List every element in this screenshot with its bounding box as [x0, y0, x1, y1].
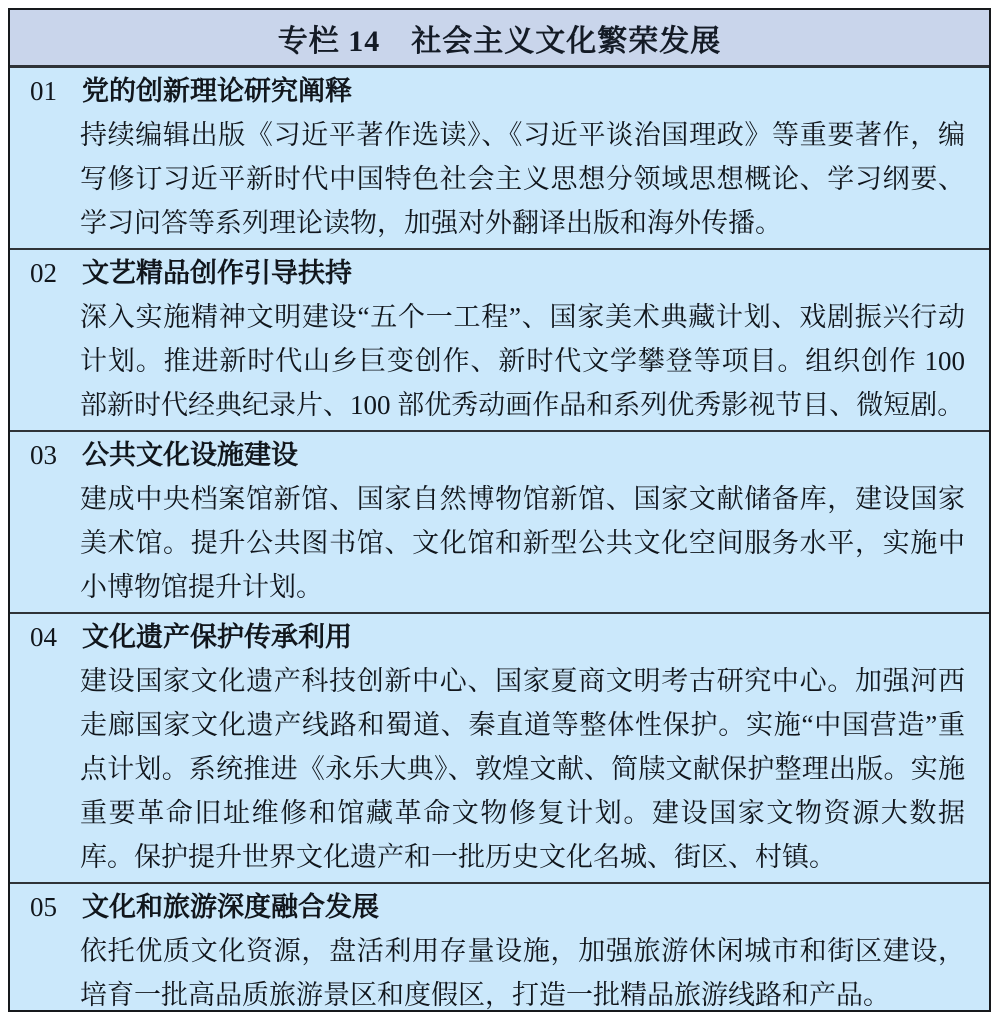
- section-number: 01: [30, 76, 57, 106]
- section-head: [10, 615, 989, 659]
- section-number: 02: [30, 258, 57, 288]
- section-title: 文化和旅游深度融合发展: [82, 892, 379, 922]
- section-title: 公共文化设施建设: [82, 440, 298, 470]
- section-head: [10, 885, 989, 929]
- section-head: [10, 433, 989, 477]
- section-04: [10, 614, 989, 884]
- section-03: [10, 432, 989, 614]
- section-number: 03: [30, 440, 57, 470]
- section-number: 04: [30, 622, 57, 652]
- section-body: 持续编辑出版《习近平著作选读》、《习近平谈治国理政》等重要著作，编写修订习近平新时代中国特色社会主义思想分领域思想概论、学习纲要、学习问答等系列理论读物，加强对外翻译出版和海外传播。: [80, 120, 965, 238]
- section-body: 深入实施精神文明建设“五个一工程”、国家美术典藏计划、戏剧振兴行动计划。推进新时代山乡巨变创作、新时代文学攀登等项目。组织创作 100 部新时代经典纪录片、100 部优秀动画作品和系列优秀影视节目、微短剧。: [80, 302, 965, 420]
- section-title: 党的创新理论研究阐释: [82, 76, 352, 106]
- section-05: [10, 884, 989, 1020]
- section-title: 文化遗产保护传承利用: [82, 622, 352, 652]
- panel-header: [10, 10, 989, 68]
- section-head: [10, 69, 989, 113]
- section-number: 05: [30, 892, 57, 922]
- section-02: [10, 250, 989, 432]
- section-01: [10, 68, 989, 250]
- section-body: 依托优质文化资源，盘活利用存量设施，加强旅游休闲城市和街区建设，培育一批高品质旅游景区和度假区，打造一批精品旅游线路和产品。: [80, 936, 965, 1010]
- section-title: 文艺精品创作引导扶持: [82, 258, 352, 288]
- panel-title: 专栏 14 社会主义文化繁荣发展: [277, 24, 722, 58]
- policy-box: [8, 8, 991, 1012]
- section-body: 建成中央档案馆新馆、国家自然博物馆新馆、国家文献储备库，建设国家美术馆。提升公共图书馆、文化馆和新型公共文化空间服务水平，实施中小博物馆提升计划。: [80, 484, 965, 602]
- section-head: [10, 251, 989, 295]
- section-body: 建设国家文化遗产科技创新中心、国家夏商文明考古研究中心。加强河西走廊国家文化遗产线路和蜀道、秦直道等整体性保护。实施“中国营造”重点计划。系统推进《永乐大典》、敦煌文献、简牍文献保护整理出版。实施重要革命旧址维修和馆藏革命文物修复计划。建设国家文物资源大数据库。保护提升世界文化遗产和一批历史文化名城、街区、村镇。: [80, 666, 965, 872]
